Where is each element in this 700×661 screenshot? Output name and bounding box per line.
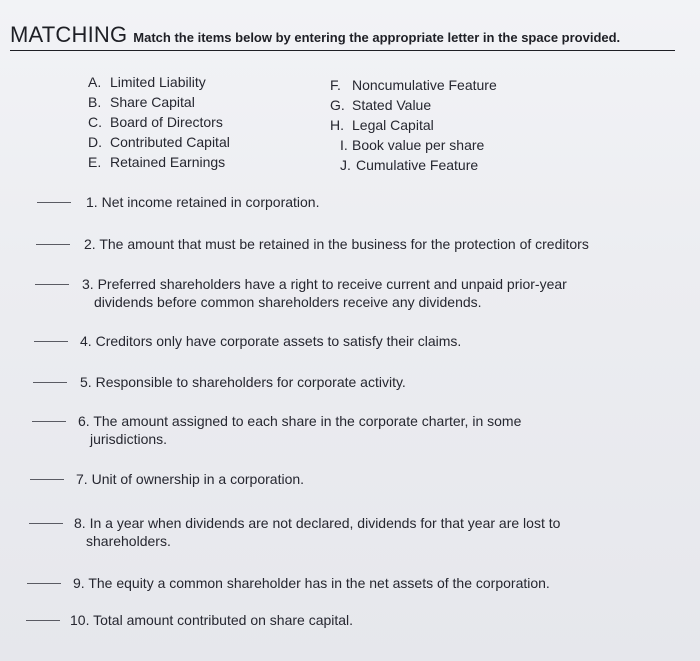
question-number: 7.: [76, 471, 88, 487]
answer-blank[interactable]: [32, 421, 66, 422]
option-e: [88, 152, 230, 172]
option-text: Limited Liability: [110, 74, 206, 90]
option-text: Stated Value: [352, 97, 432, 113]
option-f: [330, 75, 497, 95]
answer-blank[interactable]: [29, 523, 63, 524]
answer-blank[interactable]: [37, 202, 71, 203]
answer-blank[interactable]: [30, 479, 64, 480]
question-text: The amount that must be retained in the business for the protection of creditors: [99, 236, 589, 252]
question-text: Unit of ownership in a corporation.: [91, 471, 305, 487]
option-letter: C.: [88, 114, 102, 130]
question-number: 2.: [84, 236, 96, 252]
answer-blank[interactable]: [36, 244, 70, 245]
option-h: [330, 115, 497, 135]
option-letter: E.: [88, 154, 102, 170]
question-text: Creditors only have corporate assets to satisfy their claims.: [95, 333, 462, 349]
option-letter: I.: [340, 137, 348, 153]
option-text: Contributed Capital: [110, 134, 230, 150]
question-number: 8.: [74, 515, 86, 531]
section-title: MATCHING: [10, 22, 128, 47]
options-list-left: [88, 72, 230, 172]
section-header: [10, 22, 675, 51]
question-text: Preferred shareholders have a right to receive current and unpaid prior-year: [97, 276, 567, 292]
question-text: Net income retained in corporation.: [101, 194, 320, 210]
answer-blank[interactable]: [34, 341, 68, 342]
option-text: Noncumulative Feature: [352, 77, 497, 93]
question-text: Responsible to shareholders for corporate activity.: [95, 374, 406, 390]
option-b: [88, 92, 230, 112]
question-text-continued: jurisdictions.: [90, 431, 168, 447]
option-j: [330, 155, 497, 175]
option-i: [330, 135, 497, 155]
question-text-continued: dividends before common shareholders receive any dividends.: [94, 294, 482, 310]
option-text: Board of Directors: [110, 114, 223, 130]
question-text: The amount assigned to each share in the corporate charter, in some: [93, 413, 522, 429]
options-list-right: [330, 75, 497, 175]
option-letter: D.: [88, 134, 102, 150]
option-text: Retained Earnings: [110, 154, 226, 170]
option-text: Legal Capital: [352, 117, 434, 133]
answer-blank[interactable]: [26, 620, 60, 621]
question-text: Total amount contributed on share capital.: [93, 612, 354, 628]
question-number: 4.: [80, 333, 92, 349]
option-text: Book value per share: [352, 137, 485, 153]
option-letter: G.: [330, 97, 345, 113]
question-number: 5.: [80, 374, 92, 390]
question-text: The equity a common shareholder has in the net assets of the corporation.: [88, 575, 550, 591]
option-letter: B.: [88, 94, 102, 110]
question-text-continued: shareholders.: [86, 533, 171, 549]
option-letter: H.: [330, 117, 344, 133]
option-d: [88, 132, 230, 152]
option-c: [88, 112, 230, 132]
section-instructions: Match the items below by entering the appropriate letter in the space provided.: [133, 30, 621, 45]
answer-blank[interactable]: [33, 382, 67, 383]
option-text: Share Capital: [110, 94, 195, 110]
question-number: 1.: [86, 194, 98, 210]
question-number: 6.: [78, 413, 90, 429]
option-letter: F.: [330, 77, 341, 93]
option-text: Cumulative Feature: [356, 157, 479, 173]
option-letter: A.: [88, 74, 102, 90]
question-number: 3.: [82, 276, 94, 292]
option-g: [330, 95, 497, 115]
option-letter: J.: [340, 157, 351, 173]
option-a: [88, 72, 230, 92]
question-number: 10.: [70, 612, 90, 628]
question-text: In a year when dividends are not declared, dividends for that year are lost to: [89, 515, 561, 531]
question-number: 9.: [73, 575, 85, 591]
answer-blank[interactable]: [35, 284, 69, 285]
answer-blank[interactable]: [27, 583, 61, 584]
